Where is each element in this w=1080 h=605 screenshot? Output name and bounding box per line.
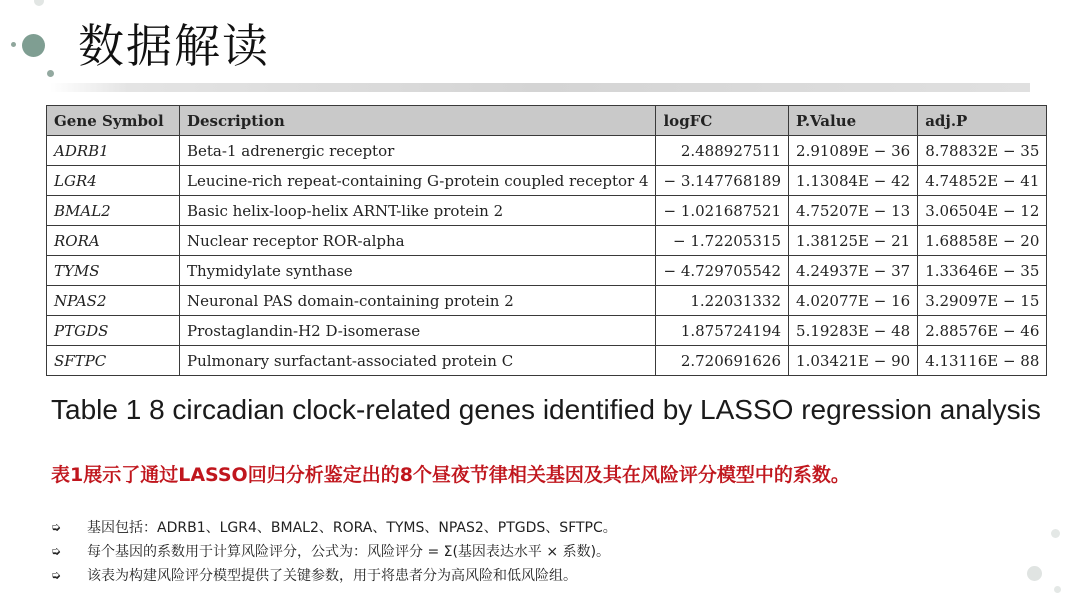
- cell-pvalue: 4.75207E − 13: [789, 196, 918, 226]
- cell-gene-symbol: SFTPC: [47, 346, 180, 376]
- table-row: [47, 346, 1047, 376]
- header-gene-symbol: Gene Symbol: [47, 106, 180, 136]
- decor-dot-faint: [34, 0, 44, 6]
- page-title: 数据解读: [78, 19, 270, 73]
- gene-table: [46, 105, 1047, 376]
- cell-description: Beta-1 adrenergic receptor: [180, 136, 656, 166]
- table-row: [47, 226, 1047, 256]
- decor-dot-faint: [1054, 586, 1061, 593]
- cell-pvalue: 1.38125E − 21: [789, 226, 918, 256]
- cell-adjp: 8.78832E − 35: [918, 136, 1047, 166]
- table-row: [47, 136, 1047, 166]
- table-header-row: [47, 106, 1047, 136]
- cell-logfc: − 3.147768189: [656, 166, 789, 196]
- cell-gene-symbol: BMAL2: [47, 196, 180, 226]
- table-row: [47, 166, 1047, 196]
- cell-pvalue: 4.02077E − 16: [789, 286, 918, 316]
- cell-logfc: 1.875724194: [656, 316, 789, 346]
- arrow-bullet-icon: ➭: [51, 544, 62, 558]
- cell-adjp: 3.29097E − 15: [918, 286, 1047, 316]
- decor-dot-small: [11, 42, 16, 47]
- cell-gene-symbol: PTGDS: [47, 316, 180, 346]
- cell-adjp: 1.33646E − 35: [918, 256, 1047, 286]
- header-pvalue: P.Value: [789, 106, 918, 136]
- bullet-text: 基因包括：ADRB1、LGR4、BMAL2、RORA、TYMS、NPAS2、PTGDS、SFTPC。: [87, 520, 617, 536]
- cell-gene-symbol: RORA: [47, 226, 180, 256]
- decor-dot-small: [47, 70, 54, 77]
- decor-dot-faint: [1027, 566, 1042, 581]
- bullet-text: 该表为构建风险评分模型提供了关键参数，用于将患者分为高风险和低风险组。: [87, 568, 577, 584]
- cell-gene-symbol: ADRB1: [47, 136, 180, 166]
- header-description: Description: [180, 106, 656, 136]
- decor-dot-faint: [1051, 529, 1060, 538]
- table-caption: Table 1 8 circadian clock-related genes identified by LASSO regression analysis: [51, 394, 1041, 425]
- decor-dot-large: [22, 34, 45, 57]
- cell-description: Nuclear receptor ROR-alpha: [180, 226, 656, 256]
- cell-gene-symbol: NPAS2: [47, 286, 180, 316]
- cell-pvalue: 4.24937E − 37: [789, 256, 918, 286]
- arrow-bullet-icon: ➭: [51, 568, 62, 582]
- title-divider: [50, 83, 1030, 92]
- list-item: [51, 563, 617, 587]
- table-row: [47, 256, 1047, 286]
- table-row: [47, 196, 1047, 226]
- cell-adjp: 4.74852E − 41: [918, 166, 1047, 196]
- cell-logfc: − 1.021687521: [656, 196, 789, 226]
- cell-pvalue: 1.03421E − 90: [789, 346, 918, 376]
- cell-description: Pulmonary surfactant-associated protein C: [180, 346, 656, 376]
- cell-gene-symbol: TYMS: [47, 256, 180, 286]
- cell-logfc: − 1.72205315: [656, 226, 789, 256]
- cell-logfc: 2.720691626: [656, 346, 789, 376]
- cell-pvalue: 1.13084E − 42: [789, 166, 918, 196]
- cell-logfc: 1.22031332: [656, 286, 789, 316]
- cell-adjp: 2.88576E − 46: [918, 316, 1047, 346]
- header-adjp: adj.P: [918, 106, 1047, 136]
- chinese-summary: 表1展示了通过LASSO回归分析鉴定出的8个昼夜节律相关基因及其在风险评分模型中的系数。: [51, 464, 850, 486]
- cell-gene-symbol: LGR4: [47, 166, 180, 196]
- cell-description: Basic helix-loop-helix ARNT-like protein 2: [180, 196, 656, 226]
- cell-adjp: 1.68858E − 20: [918, 226, 1047, 256]
- cell-description: Neuronal PAS domain-containing protein 2: [180, 286, 656, 316]
- cell-description: Thymidylate synthase: [180, 256, 656, 286]
- cell-pvalue: 2.91089E − 36: [789, 136, 918, 166]
- arrow-bullet-icon: ➭: [51, 520, 62, 534]
- bullet-list: [51, 515, 617, 587]
- cell-pvalue: 5.19283E − 48: [789, 316, 918, 346]
- cell-description: Prostaglandin-H2 D-isomerase: [180, 316, 656, 346]
- cell-logfc: 2.488927511: [656, 136, 789, 166]
- table-row: [47, 316, 1047, 346]
- list-item: [51, 539, 617, 563]
- cell-logfc: − 4.729705542: [656, 256, 789, 286]
- table-row: [47, 286, 1047, 316]
- list-item: [51, 515, 617, 539]
- cell-adjp: 4.13116E − 88: [918, 346, 1047, 376]
- cell-description: Leucine-rich repeat-containing G-protein coupled receptor 4: [180, 166, 656, 196]
- header-logfc: logFC: [656, 106, 789, 136]
- gene-table-container: [46, 105, 1047, 376]
- cell-adjp: 3.06504E − 12: [918, 196, 1047, 226]
- bullet-text: 每个基因的系数用于计算风险评分，公式为：风险评分 = Σ(基因表达水平 × 系数)。: [87, 544, 611, 560]
